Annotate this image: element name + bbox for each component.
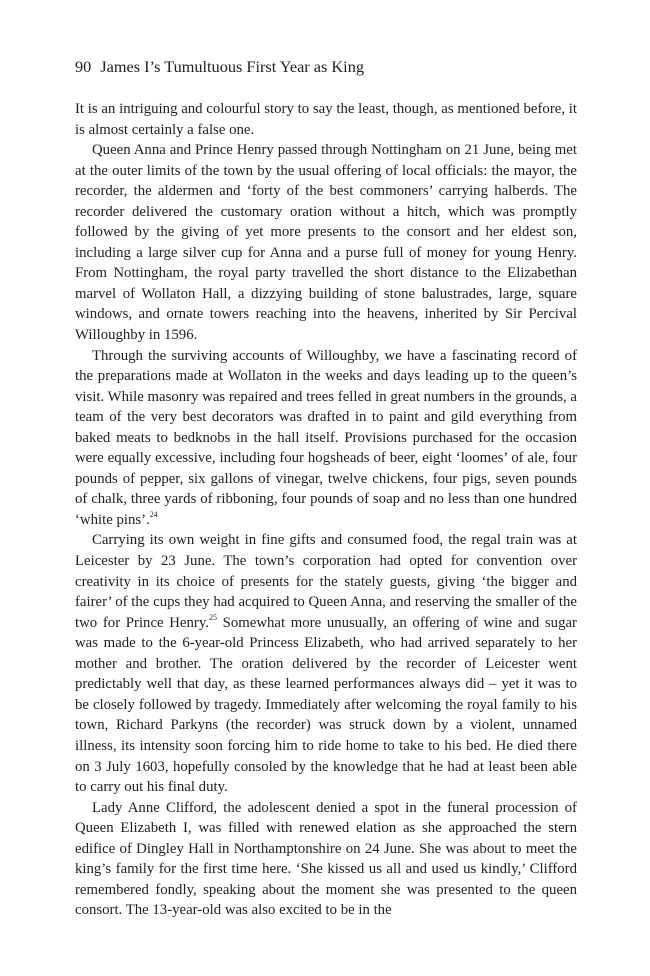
- footnote-marker-24: 24: [149, 510, 158, 520]
- paragraph-3-text: Through the surviving accounts of Willoughby, we have a fascinating record of the preparations made at Wollaton in the weeks and days leading up to the queen’s visit. While masonry was repaired and trees felled in great numbers in the grounds, a team of the very best decorators was drafted in to paint and gild everything from baked meats to bedknobs in the hall itself. Provisions purchased for the occasion were equally excessive, including four hogsheads of beer, eight ‘loomes’ of ale, four pounds of pepper, six gallons of vinegar, twelve chickens, four pigs, seven pounds of chalk, three yards of ribboning, four pounds of soap and no less than one hundred ‘white pins’.: [75, 347, 577, 528]
- book-page: [75, 58, 577, 921]
- paragraph-4-text-b: Somewhat more unusually, an offering of wine and sugar was made to the 6-year-old Princess Elizabeth, who had arrived separately to her mother and brother. The oration delivered by the recorder of Leicester went predictably well that day, as these learned performances always did – yet it was to be closely followed by tragedy. Immediately after welcoming the royal family to his town, Richard Parkyns (the recorder) was struck down by a violent, unnamed illness, its intensity soon forcing him to ride home to take to his bed. He died there on 3 July 1603, hopefully consoled by the knowledge that he had at least been able to carry out his final duty.: [75, 614, 577, 796]
- paragraph-2: Queen Anna and Prince Henry passed through Nottingham on 21 June, being met at the outer limits of the town by the usual offering of local officials: the mayor, the recorder, the aldermen and ‘forty of the best commoners’ carrying halberds. The recorder delivered the customary oration without a hitch, which was promptly followed by the giving of yet more presents to the consort and her eldest son, including a large silver cup for Anna and a purse full of money for young Henry. From Nottingham, the royal party travelled the short distance to the Elizabethan marvel of Wollaton Hall, a dizzying building of stone balustrades, large, square windows, and ornate towers reaching into the heavens, inherited by Sir Percival Willoughby in 1596.: [75, 142, 577, 344]
- paragraph-1: It is an intriguing and colourful story to say the least, though, as mentioned before, it is almost certainly a false one.: [75, 101, 577, 138]
- footnote-marker-25: 25: [208, 612, 217, 622]
- paragraph-4-text-a: Carrying its own weight in fine gifts and consumed food, the regal train was at Leicester by 23 June. The town’s corporation had opted for convention over creativity in its choice of presents for the stately guests, giving ‘the bigger and fairer’ of the cups they had acquired to Queen Anna, and reserving the smaller of the two for Prince Henry.: [75, 532, 577, 631]
- running-title: James I’s Tumultuous First Year as King: [100, 57, 364, 76]
- paragraph-4: [75, 530, 577, 797]
- body-text: [75, 99, 577, 921]
- page-number: 90: [75, 57, 92, 76]
- paragraph-5: Lady Anne Clifford, the adolescent denied a spot in the funeral procession of Queen Elizabeth I, was filled with renewed elation as she approached the stern edifice of Dingley Hall in Northamptonshire on 24 June. She was about to meet the king’s family for the first time here. ‘She kissed us all and used us kindly,’ Clifford remembered fondly, speaking about the moment she was presented to the queen consort. The 13-year-old was also excited to be in the: [75, 799, 577, 919]
- paragraph-3: [75, 346, 577, 531]
- running-header: [75, 58, 577, 76]
